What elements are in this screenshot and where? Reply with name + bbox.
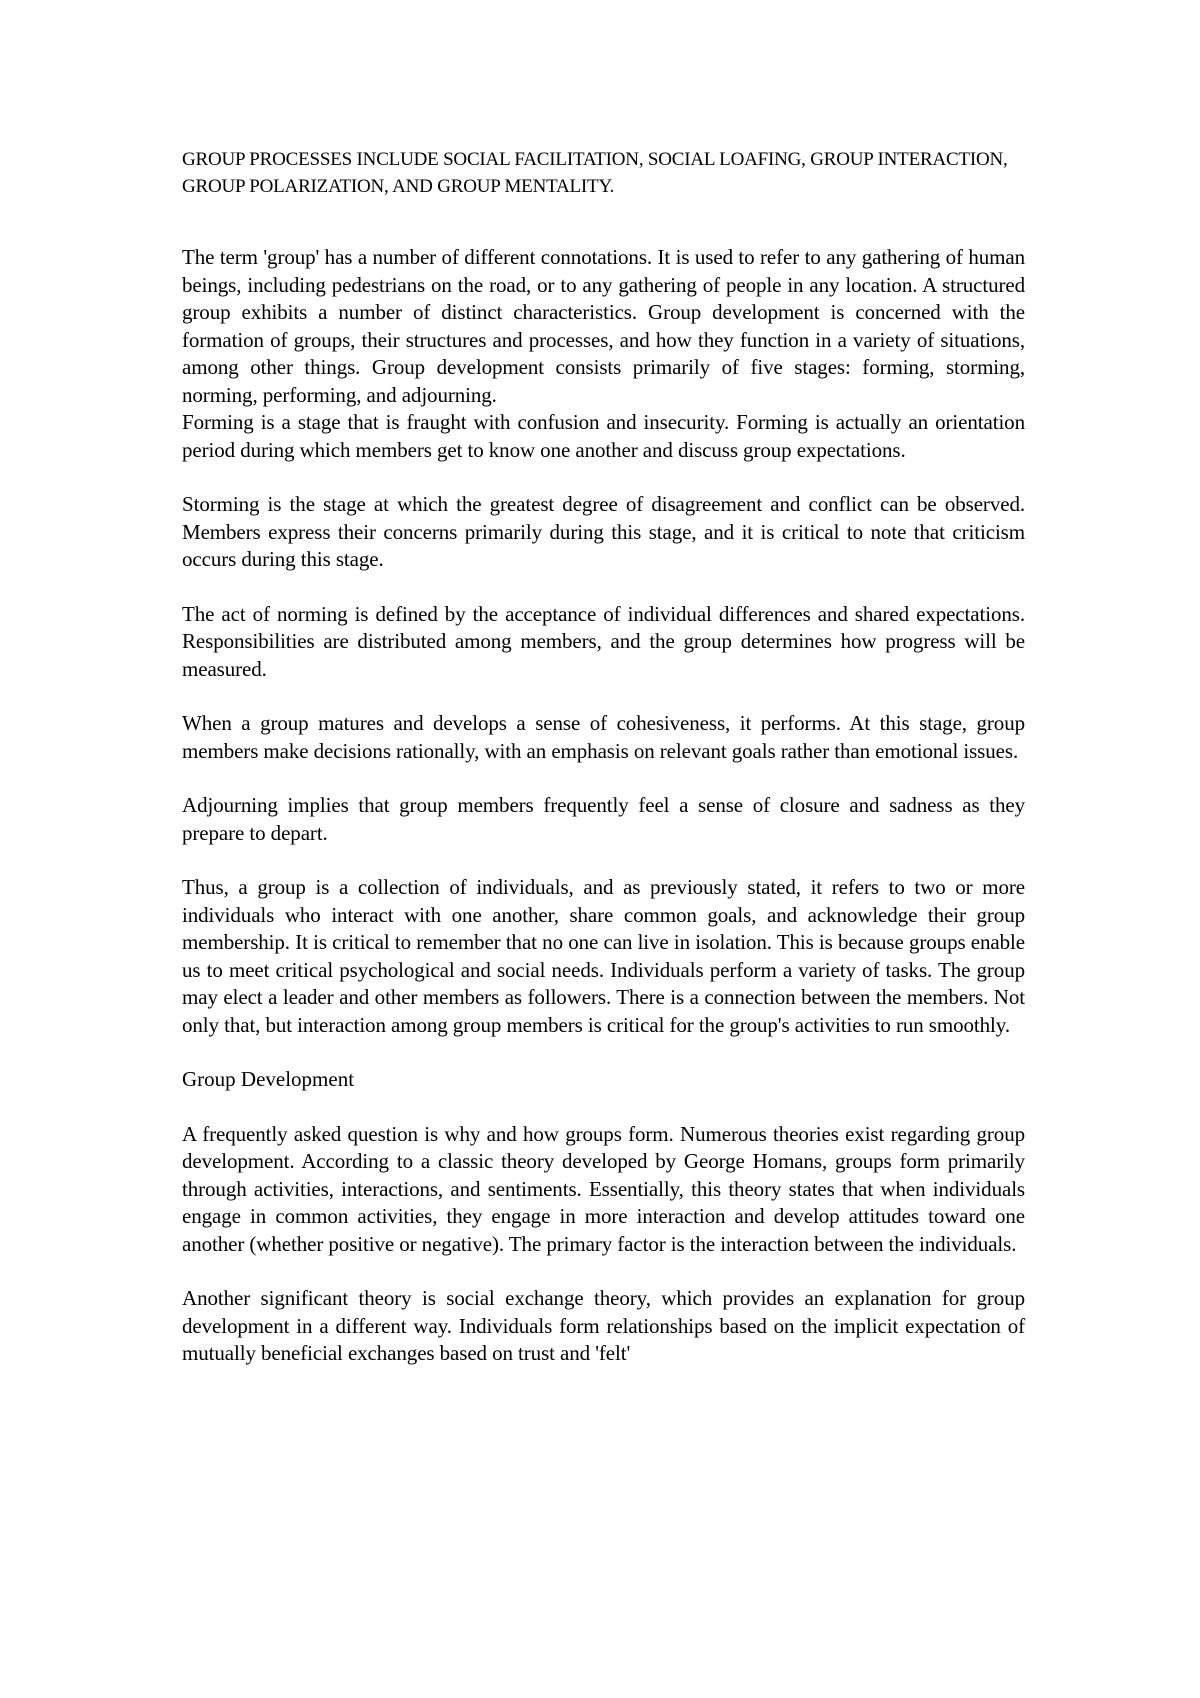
paragraph-homans-theory: A frequently asked question is why and how groups form. Numerous theories exist regarding group development. According to a classic theory developed by George Homans, groups form primarily through activities, interactions, and sentiments. Essentially, this theory states that when individuals engage in common activities, they engage in more interaction and develop attitudes toward one another (whether positive or negative). The primary factor is the interaction between the individuals. — [182, 1121, 1025, 1256]
paragraph-summary: Thus, a group is a collection of individuals, and as previously stated, it refers to two or more individuals who interact with one another, share common goals, and acknowledge their group membership. It is critical to remember that no one can live in isolation. This is because groups enable us to meet critical psychological and social needs. Individuals perform a variety of tasks. The group may elect a leader and other members as followers. There is a connection between the members. Not only that, but interaction among group members is critical for the group's activities to run smoothly. — [182, 875, 1025, 1037]
document-page — [182, 146, 1025, 1368]
paragraph-forming: Forming is a stage that is fraught with confusion and insecurity. Forming is actually an orientation period during which members get to know one another and discuss group expectations. — [182, 410, 1025, 462]
paragraph-storming: Storming is the stage at which the greatest degree of disagreement and conflict can be observed. Members express their concerns primarily during this stage, and it is critical to note that criticism occurs during this stage. — [182, 492, 1025, 571]
paragraph-intro: The term 'group' has a number of different connotations. It is used to refer to any gathering of human beings, including pedestrians on the road, or to any gathering of people in any location. A structured group exhibits a number of distinct characteristics. Group development is concerned with the formation of groups, their structures and processes, and how they function in a variety of situations, among other things. Group development consists primarily of five stages: forming, storming, norming, performing, and adjourning. — [182, 245, 1025, 407]
paragraph-adjourning: Adjourning implies that group members frequently feel a sense of closure and sadness as they prepare to depart. — [182, 793, 1025, 845]
paragraph-performing: When a group matures and develops a sense of cohesiveness, it performs. At this stage, group members make decisions rationally, with an emphasis on relevant goals rather than emotional issues. — [182, 711, 1025, 763]
section-heading: Group Development — [182, 1067, 355, 1091]
paragraph-social-exchange-theory: Another significant theory is social exchange theory, which provides an explanation for group development in a different way. Individuals form relationships based on the implicit expectation of mutually beneficial exchanges based on trust and 'felt' — [182, 1286, 1025, 1365]
document-title: GROUP PROCESSES INCLUDE SOCIAL FACILITATION, SOCIAL LOAFING, GROUP INTERACTION, GROUP POLARIZATION, AND GROUP MENTALITY. — [182, 149, 1008, 197]
paragraph-norming: The act of norming is defined by the acceptance of individual differences and shared expectations. Responsibilities are distributed among members, and the group determines how progress will be measured. — [182, 601, 1025, 681]
